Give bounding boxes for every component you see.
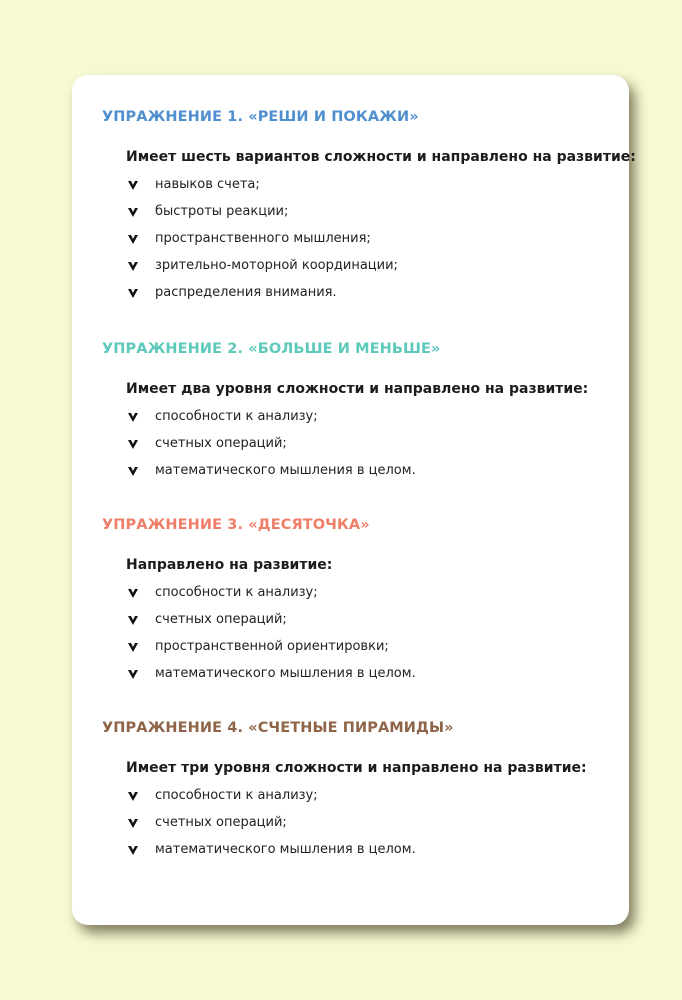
- exercise-1-list: [128, 177, 636, 312]
- exercise-4-list: [128, 788, 587, 869]
- exercise-3-intro: Направлено на развитие:: [126, 557, 333, 573]
- check-chevron-icon: [128, 207, 138, 217]
- list-item: математического мышления в целом.: [128, 842, 587, 869]
- exercise-4: [102, 720, 587, 869]
- exercise-2-intro: Имеет два уровня сложности и направлено на развитие:: [126, 381, 589, 397]
- list-item: счетных операций;: [128, 436, 588, 463]
- list-item: пространственной ориентировки;: [128, 639, 416, 666]
- list-item: способности к анализу;: [128, 585, 416, 612]
- check-chevron-icon: [128, 845, 138, 855]
- check-chevron-icon: [128, 588, 138, 598]
- check-chevron-icon: [128, 615, 138, 625]
- exercise-card: [72, 75, 636, 925]
- check-chevron-icon: [128, 669, 138, 679]
- check-chevron-icon: [128, 234, 138, 244]
- check-chevron-icon: [128, 818, 138, 828]
- list-item: распределения внимания.: [128, 285, 636, 312]
- exercise-1-title: УПРАЖНЕНИЕ 1. «РЕШИ И ПОКАЖИ»: [102, 109, 419, 125]
- exercise-4-intro: Имеет три уровня сложности и направлено на развитие:: [126, 760, 587, 776]
- list-item: счетных операций;: [128, 815, 587, 842]
- exercise-2: [102, 341, 588, 490]
- list-item: быстроты реакции;: [128, 204, 636, 231]
- exercise-2-list: [128, 409, 588, 490]
- list-item: математического мышления в целом.: [128, 463, 588, 490]
- check-chevron-icon: [128, 642, 138, 652]
- list-item: навыков счета;: [128, 177, 636, 204]
- list-item: способности к анализу;: [128, 788, 587, 815]
- list-item: способности к анализу;: [128, 409, 588, 436]
- exercise-3-title: УПРАЖНЕНИЕ 3. «ДЕСЯТОЧКА»: [102, 517, 370, 533]
- exercise-4-title: УПРАЖНЕНИЕ 4. «СЧЕТНЫЕ ПИРАМИДЫ»: [102, 720, 454, 736]
- list-item: математического мышления в целом.: [128, 666, 416, 693]
- check-chevron-icon: [128, 439, 138, 449]
- check-chevron-icon: [128, 261, 138, 271]
- exercise-2-title: УПРАЖНЕНИЕ 2. «БОЛЬШЕ И МЕНЬШЕ»: [102, 341, 441, 357]
- check-chevron-icon: [128, 791, 138, 801]
- list-item: зрительно-моторной координации;: [128, 258, 636, 285]
- exercise-1-intro: Имеет шесть вариантов сложности и направлено на развитие:: [126, 149, 636, 165]
- exercise-1: [102, 109, 636, 312]
- check-chevron-icon: [128, 466, 138, 476]
- list-item: счетных операций;: [128, 612, 416, 639]
- exercise-3-list: [128, 585, 416, 693]
- check-chevron-icon: [128, 288, 138, 298]
- check-chevron-icon: [128, 180, 138, 190]
- list-item: пространственного мышления;: [128, 231, 636, 258]
- exercise-3: [102, 517, 416, 693]
- check-chevron-icon: [128, 412, 138, 422]
